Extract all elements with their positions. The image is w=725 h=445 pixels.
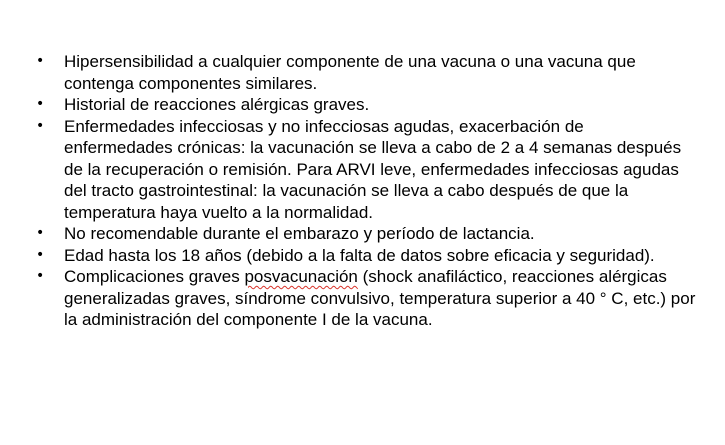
list-item-text	[64, 267, 695, 329]
spellcheck-flagged-word[interactable]: posvacunación	[244, 267, 358, 286]
list-item-text: Edad hasta los 18 años (debido a la falta de datos sobre eficacia y seguridad).	[64, 245, 655, 265]
list-item	[36, 116, 696, 224]
bullet-icon: •	[36, 96, 45, 112]
list-item	[36, 94, 696, 116]
contraindications-list	[36, 51, 696, 331]
bullet-icon: •	[36, 225, 45, 241]
list-item	[36, 223, 696, 245]
list-item-text-before: Complicaciones graves	[64, 267, 245, 286]
bullet-icon: •	[36, 246, 45, 263]
list-item-text: No recomendable durante el embarazo y período de lactancia.	[64, 224, 535, 243]
list-item-text-after: (shock anafiláctico, reacciones alérgicas generalizadas graves, síndrome convulsivo, temperatura superior a 40 ° C, etc.) por la administración del componente I de la vacuna.	[64, 267, 696, 329]
list-item	[36, 266, 696, 331]
bullet-icon: •	[36, 117, 45, 134]
list-item	[36, 245, 696, 267]
list-item-text: Enfermedades infecciosas y no infecciosas agudas, exacerbación de enfermedades crónicas: la vacunación se lleva a cabo de 2 a 4 semanas después de la recuperación o remisión. Para ARVI leve, enfermedades infecciosas agudas del tracto gastrointestinal: la vacunación se lleva a cabo después de que la temperatura haya vuelto a la normalidad.	[64, 116, 682, 222]
bullet-icon: •	[36, 268, 45, 284]
bullet-icon: •	[36, 53, 45, 69]
list-item-text: Hipersensibilidad a cualquier componente de una vacuna o una vacuna que contenga componentes similares.	[64, 52, 636, 93]
list-item-text: Historial de reacciones alérgicas graves.	[64, 95, 370, 114]
list-item	[36, 51, 696, 94]
